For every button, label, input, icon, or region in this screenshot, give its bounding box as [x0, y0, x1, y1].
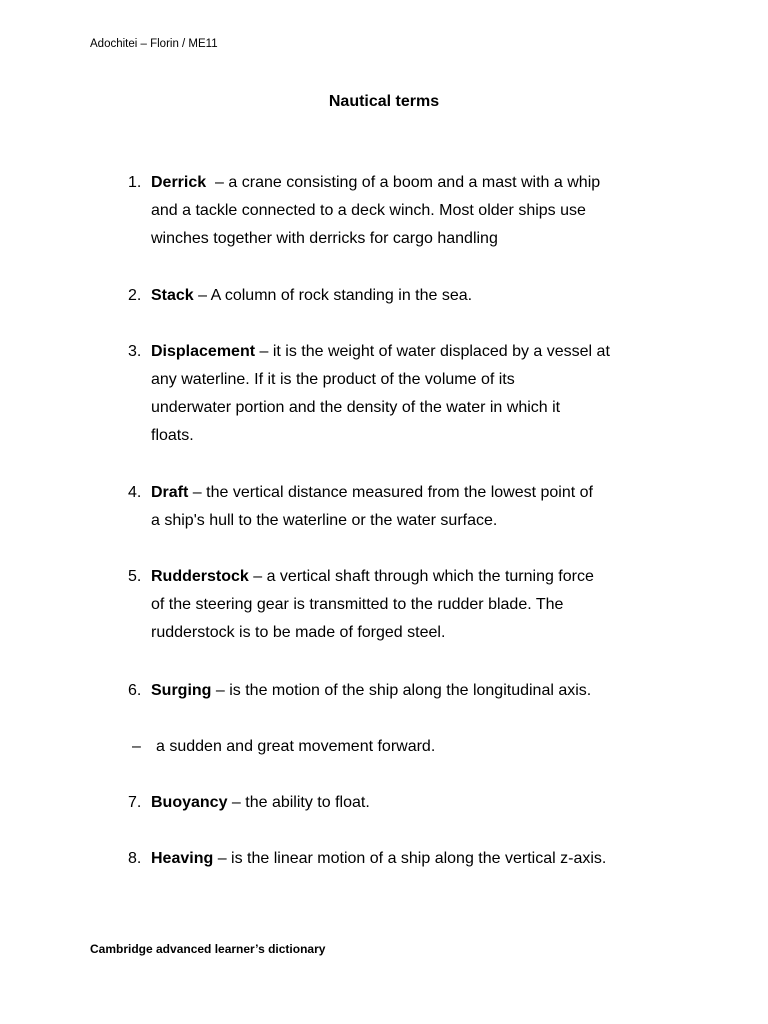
term-definition: floats. [151, 427, 194, 444]
term-line [151, 338, 610, 366]
term-definition: rudderstock is to be made of forged steel. [151, 624, 446, 641]
term-line [151, 169, 600, 197]
term-definition: – it is the weight of water displaced by a vessel at [255, 343, 610, 360]
page-title: Nautical terms [328, 93, 440, 110]
term-definition: – is the linear motion of a ship along the vertical z-axis. [213, 850, 607, 867]
term-number: 3. [128, 343, 142, 360]
term-definition: a ship's hull to the waterline or the water surface. [151, 512, 498, 529]
term-word: Heaving [151, 850, 214, 867]
term-line [151, 282, 472, 310]
term-definition: of the steering gear is transmitted to the rudder blade. The [151, 596, 564, 613]
term-number: 2. [128, 287, 142, 304]
term-number: 8. [128, 850, 142, 867]
term-line [151, 845, 606, 873]
term-word: Derrick [151, 174, 207, 191]
term-definition: winches together with derricks for cargo handling [151, 230, 498, 247]
term-number: 7. [128, 794, 142, 811]
term-line [151, 479, 593, 507]
term-word: Stack [151, 287, 194, 304]
dash-marker: – [132, 738, 141, 755]
extra-definition-text: a sudden and great movement forward. [156, 738, 436, 755]
term-definition: – the vertical distance measured from the lowest point of [188, 484, 593, 501]
term-word: Surging [151, 682, 212, 699]
term-definition: – A column of rock standing in the sea. [193, 287, 473, 304]
term-definition: – is the motion of the ship along the longitudinal axis. [211, 682, 592, 699]
term-definition: – the ability to float. [227, 794, 370, 811]
term-number: 5. [128, 568, 142, 585]
term-number: 1. [128, 174, 142, 191]
term-definition: underwater portion and the density of the water in which it [151, 399, 561, 416]
author-header: Adochitei – Florin / ME11 [90, 38, 218, 50]
term-word: Displacement [151, 343, 256, 360]
term-definition: – a vertical shaft through which the turning force [248, 568, 594, 585]
term-line [151, 789, 370, 817]
term-definition: and a tackle connected to a deck winch. Most older ships use [151, 202, 586, 219]
term-word: Rudderstock [151, 568, 249, 585]
term-word: Draft [151, 484, 189, 501]
term-number: 4. [128, 484, 142, 501]
term-line [151, 677, 591, 705]
term-definition: – a crane consisting of a boom and a mast with a whip [206, 174, 601, 191]
extra-definition [132, 733, 435, 761]
term-number: 6. [128, 682, 142, 699]
term-word: Buoyancy [151, 794, 228, 811]
source-footer: Cambridge advanced learner’s dictionary [90, 942, 326, 956]
term-definition: any waterline. If it is the product of the volume of its [151, 371, 515, 388]
term-line [151, 563, 594, 591]
